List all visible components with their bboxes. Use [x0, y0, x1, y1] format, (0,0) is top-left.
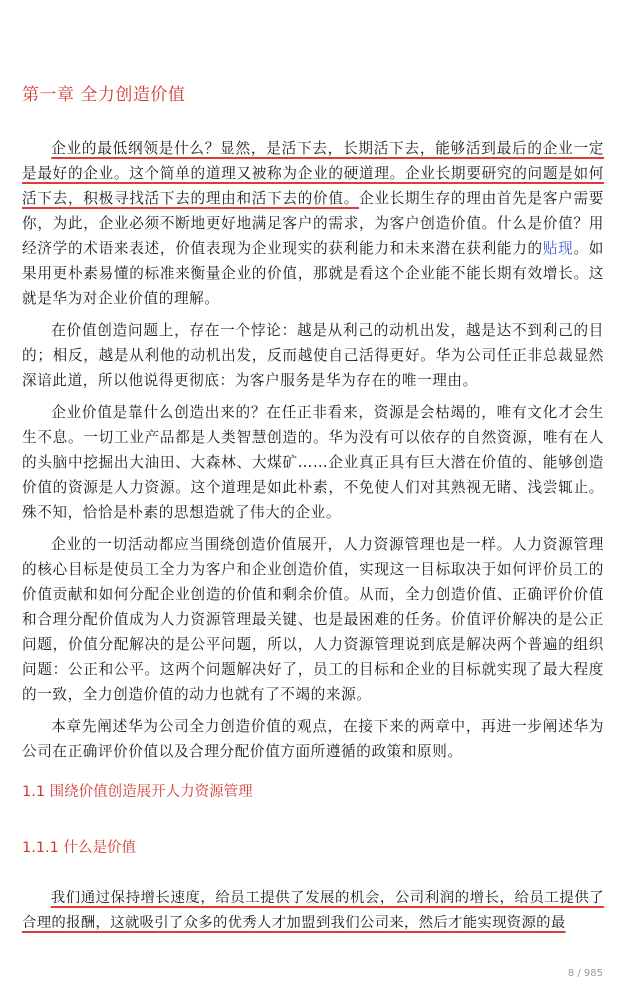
paragraph-text: 企业长期生存的理由首先是客户需要你，为此，企业必须不断地更好地满足客户的需求，为客户创造价值。什么是价值？用经济学的术语来表述，价值表现为企业现实的获利能力和未来潜在获利能力的: [22, 190, 604, 257]
chapter-body: [22, 136, 604, 771]
highlighted-text[interactable]: 我们通过保持增长速度，给员工提供了发展的机会，公司利润的增长，给员工提供了合理的报酬，这就吸引了众多的优秀人才加盟到我们公司来，然后才能实现资源的最: [22, 890, 604, 931]
paragraph-1: [22, 136, 604, 311]
paragraph-3: 企业价值是靠什么创造出来的？在任正非看来，资源是会枯竭的，唯有文化才会生生不息。一切工业产品都是人类智慧创造的。华为没有可以依存的自然资源，唯有在人的头脑中挖掘出大油田、大森林、大煤矿……企业真正具有巨大潜在价值的、能够创造价值的资源是人力资源。这个道理是如此朴素，不免使人们对其熟视无睹、浅尝辄止。殊不知，恰恰是朴素的思想造就了伟大的企业。: [22, 404, 604, 521]
paragraph-text: 。如果用更朴素易懂的标准来衡量企业的价值，那就是看这个企业能不能长期有效增长。这就是华为对企业价值的理解。: [22, 240, 604, 307]
paragraph-section-1-1-1: [22, 886, 604, 936]
paragraph-5: 本章先阐述华为公司全力创造价值的观点，在接下来的两章中，再进一步阐述华为公司在正确评价价值以及合理分配价值方面所遵循的政策和原则。: [22, 718, 604, 760]
section-heading-1-1: 1.1 围绕价值创造展开人力资源管理: [22, 784, 253, 800]
section-heading-1-1-1: 1.1.1 什么是价值: [22, 840, 137, 856]
paragraph-2: 在价值创造问题上，存在一个悖论：越是从利己的动机出发，越是达不到利己的目的；相反，越是从利他的动机出发，反而越使自己活得更好。华为公司任正非总裁显然深谙此道，所以他说得更彻底：为客户服务是华为存在的唯一理由。: [22, 322, 604, 389]
paragraph-4: 企业的一切活动都应当围绕创造价值展开，人力资源管理也是一样。人力资源管理的核心目标是使员工全力为客户和企业创造价值，实现这一目标取决于如何评价员工的价值贡献和如何分配企业创造的价值和剩余价值。从而，全力创造价值、正确评价价值和合理分配价值成为人力资源管理最关键、也是最困难的任务。价值评价解决的是公正问题，价值分配解决的是公平问题，所以，人力资源管理说到底是解决两个普遍的组织问题：公正和公平。这两个问题解决好了，员工的目标和企业的目标就实现了最大程度的一致，全力创造价值的动力也就有了不竭的来源。: [22, 536, 604, 703]
page-indicator: 8 / 985: [567, 968, 603, 979]
highlighted-text[interactable]: 企业的最低纲领是什么？显然，是活下去，长期活下去，能够活到最后的企业一定是最好的企业。这个简单的道理又被称为企业的硬道理。企业长期要研究的问题是如何活下去，积极寻找活下去的理由和活下去的价值。: [22, 140, 604, 207]
chapter-title: 第一章 全力创造价值: [22, 85, 186, 105]
glossary-link[interactable]: 贴现: [542, 240, 574, 257]
